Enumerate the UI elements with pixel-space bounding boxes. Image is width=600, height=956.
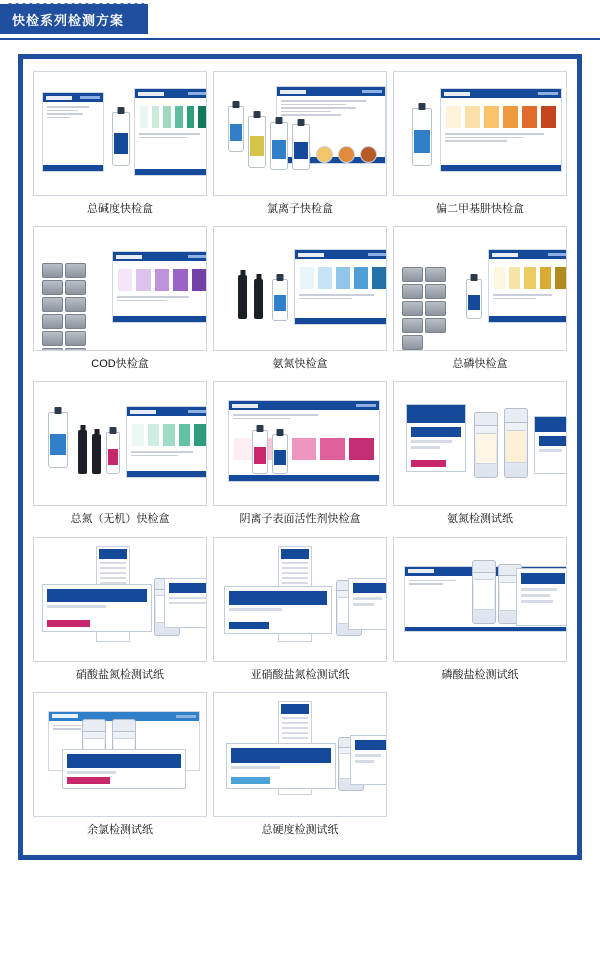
product-image — [213, 381, 387, 506]
product-name: 余氯检测试纸 — [87, 823, 153, 836]
product-name: 总硬度检测试纸 — [261, 823, 339, 836]
product-image — [213, 692, 387, 817]
product-card[interactable] — [393, 71, 567, 218]
product-image — [213, 226, 387, 351]
product-card[interactable] — [213, 692, 387, 839]
product-grid — [33, 71, 567, 839]
product-image — [393, 226, 567, 351]
page-title-text: 快检系列检测方案 — [12, 12, 125, 28]
header-divider — [0, 38, 600, 40]
product-image — [393, 537, 567, 662]
product-name: 硝酸盐氮检测试纸 — [76, 668, 164, 681]
product-image — [213, 71, 387, 196]
product-name: 氯离子快检盒 — [267, 203, 333, 215]
product-card[interactable] — [33, 537, 207, 684]
product-name: COD快检盒 — [91, 358, 149, 371]
product-name: 总碱度快检盒 — [87, 203, 153, 215]
product-name: 磷酸盐检测试纸 — [441, 668, 519, 681]
product-card[interactable] — [213, 537, 387, 684]
product-card[interactable] — [213, 71, 387, 218]
product-card[interactable] — [33, 381, 207, 528]
product-frame — [18, 54, 582, 860]
product-card[interactable] — [33, 226, 207, 373]
product-card[interactable] — [393, 537, 567, 684]
product-name: 氨氮检测试纸 — [447, 513, 513, 526]
product-image — [393, 71, 567, 196]
product-image — [33, 226, 207, 351]
product-card[interactable] — [213, 226, 387, 373]
page-header — [0, 0, 600, 40]
product-image — [393, 381, 567, 506]
product-name: 亚硝酸盐氮检测试纸 — [250, 668, 350, 681]
product-name: 总氮（无机）快检盒 — [70, 513, 170, 526]
product-image — [33, 381, 207, 506]
product-card[interactable] — [213, 381, 387, 528]
product-name: 总磷快检盒 — [452, 358, 508, 371]
page-title — [0, 4, 148, 34]
product-image — [33, 71, 207, 196]
product-name: 氨氮快检盒 — [272, 358, 328, 371]
product-image — [213, 537, 387, 662]
product-name: 阴离子表面活性剂快检盒 — [239, 513, 361, 526]
product-image — [33, 537, 207, 662]
product-card[interactable] — [393, 381, 567, 528]
product-image — [33, 692, 207, 817]
product-card[interactable] — [33, 692, 207, 839]
product-card[interactable] — [33, 71, 207, 218]
product-name: 偏二甲基肼快检盒 — [436, 203, 524, 215]
grid-empty-slot — [393, 692, 567, 839]
product-card[interactable] — [393, 226, 567, 373]
